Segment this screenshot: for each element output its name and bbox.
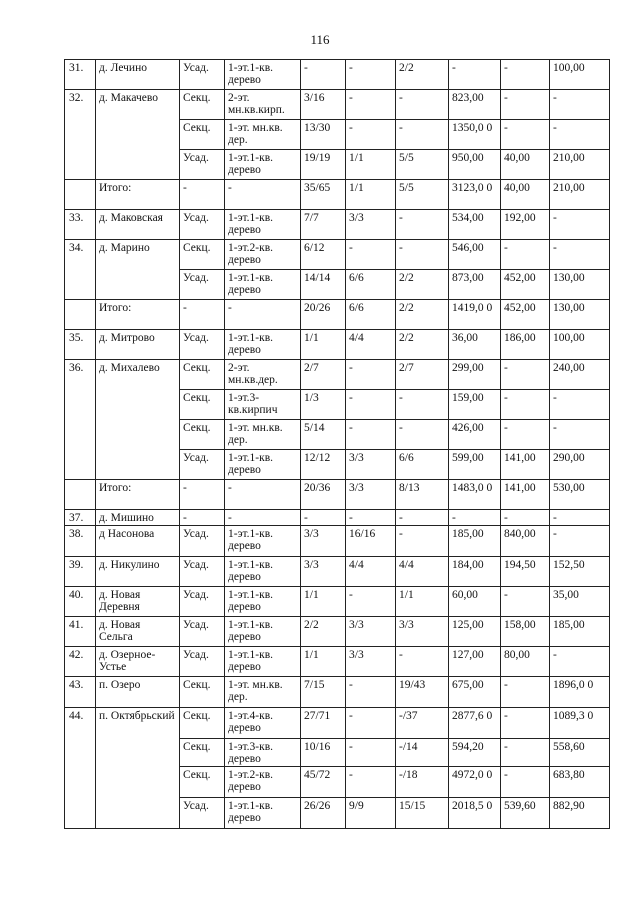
row-number-cell: 31. bbox=[65, 60, 96, 90]
area-cell: 599,00 bbox=[449, 450, 501, 480]
col-6-cell: - bbox=[346, 739, 396, 767]
col-9-cell: 840,00 bbox=[501, 526, 550, 557]
col-6-cell: 3/3 bbox=[346, 617, 396, 647]
col-9-cell: 452,00 bbox=[501, 270, 550, 300]
area-cell: 2018,5 0 bbox=[449, 798, 501, 829]
building-description-cell: 1-эт.1-кв. дерево bbox=[225, 557, 301, 587]
col-7-cell: 2/7 bbox=[396, 360, 449, 390]
building-description-cell: 1-эт.1-кв. дерево bbox=[225, 798, 301, 829]
table-row bbox=[65, 510, 610, 526]
col-10-cell: 100,00 bbox=[550, 60, 610, 90]
col-10-cell: 882,90 bbox=[550, 798, 610, 829]
col-9-cell: - bbox=[501, 390, 550, 420]
houses-apartments-cell: 1/1 bbox=[301, 330, 346, 360]
housing-type-cell: Секц. bbox=[180, 360, 225, 390]
col-6-cell: 3/3 bbox=[346, 647, 396, 677]
housing-type-cell: Секц. bbox=[180, 90, 225, 120]
settlement-name-cell: д. Марино bbox=[96, 240, 180, 300]
building-description-cell: 1-эт.1-кв. дерево bbox=[225, 210, 301, 240]
col-6-cell: 9/9 bbox=[346, 798, 396, 829]
col-9-cell: 80,00 bbox=[501, 647, 550, 677]
col-10-cell: - bbox=[550, 210, 610, 240]
settlement-name-cell: п. Озеро bbox=[96, 677, 180, 708]
col-10-cell: - bbox=[550, 90, 610, 120]
row-number-cell: 41. bbox=[65, 617, 96, 647]
col-6-cell: - bbox=[346, 120, 396, 150]
settlement-name-cell: д. Макачево bbox=[96, 90, 180, 180]
row-number-cell bbox=[65, 480, 96, 510]
col-10-cell: 210,00 bbox=[550, 150, 610, 180]
building-description-cell: 1-эт.1-кв. дерево bbox=[225, 526, 301, 557]
building-description-cell: 1-эт.1-кв. дерево bbox=[225, 587, 301, 617]
col-9-cell: - bbox=[501, 420, 550, 450]
col-7-cell: - bbox=[396, 240, 449, 270]
area-cell: 299,00 bbox=[449, 360, 501, 390]
page-number: 116 bbox=[310, 32, 330, 47]
building-description-cell: 1-эт. мн.кв. дер. bbox=[225, 120, 301, 150]
houses-apartments-cell: 13/30 bbox=[301, 120, 346, 150]
col-10-cell: 35,00 bbox=[550, 587, 610, 617]
table-body bbox=[65, 60, 610, 829]
row-number-cell bbox=[65, 300, 96, 330]
area-cell: 2877,6 0 bbox=[449, 708, 501, 739]
building-description-cell: 1-эт.4-кв. дерево bbox=[225, 708, 301, 739]
col-6-cell: - bbox=[346, 360, 396, 390]
building-description-cell: 1-эт.1-кв. дерево bbox=[225, 617, 301, 647]
row-number-cell: 42. bbox=[65, 647, 96, 677]
table-row bbox=[65, 240, 610, 270]
col-6-cell: 3/3 bbox=[346, 480, 396, 510]
col-9-cell: 40,00 bbox=[501, 150, 550, 180]
housing-type-cell: Усад. bbox=[180, 557, 225, 587]
housing-type-cell: Секц. bbox=[180, 739, 225, 767]
housing-type-cell: Усад. bbox=[180, 617, 225, 647]
housing-type-cell: Секц. bbox=[180, 390, 225, 420]
area-cell: 534,00 bbox=[449, 210, 501, 240]
building-description-cell: 1-эт.1-кв. дерево bbox=[225, 647, 301, 677]
houses-apartments-cell: 19/19 bbox=[301, 150, 346, 180]
settlement-name-cell: Итого: bbox=[96, 300, 180, 330]
col-10-cell: 100,00 bbox=[550, 330, 610, 360]
houses-apartments-cell: 6/12 bbox=[301, 240, 346, 270]
col-6-cell: - bbox=[346, 677, 396, 708]
row-number-cell: 44. bbox=[65, 708, 96, 829]
housing-type-cell: - bbox=[180, 180, 225, 210]
row-number-cell: 32. bbox=[65, 90, 96, 180]
col-9-cell: - bbox=[501, 360, 550, 390]
houses-apartments-cell: 20/26 bbox=[301, 300, 346, 330]
housing-type-cell: - bbox=[180, 510, 225, 526]
housing-type-cell: - bbox=[180, 300, 225, 330]
houses-apartments-cell: 1/1 bbox=[301, 647, 346, 677]
housing-type-cell: Секц. bbox=[180, 120, 225, 150]
houses-apartments-cell: 3/3 bbox=[301, 557, 346, 587]
houses-apartments-cell: - bbox=[301, 60, 346, 90]
col-7-cell: - bbox=[396, 510, 449, 526]
col-10-cell: - bbox=[550, 420, 610, 450]
col-7-cell: 4/4 bbox=[396, 557, 449, 587]
area-cell: 950,00 bbox=[449, 150, 501, 180]
col-10-cell: 210,00 bbox=[550, 180, 610, 210]
housing-type-cell: Усад. bbox=[180, 60, 225, 90]
housing-type-cell: Секц. bbox=[180, 708, 225, 739]
building-description-cell: 1-эт.1-кв. дерево bbox=[225, 330, 301, 360]
building-description-cell: 1-эт. мн.кв. дер. bbox=[225, 420, 301, 450]
table-row bbox=[65, 330, 610, 360]
area-cell: - bbox=[449, 60, 501, 90]
area-cell: 127,00 bbox=[449, 647, 501, 677]
col-10-cell: 530,00 bbox=[550, 480, 610, 510]
table-row bbox=[65, 647, 610, 677]
col-10-cell: - bbox=[550, 240, 610, 270]
settlement-name-cell: д. Мишино bbox=[96, 510, 180, 526]
area-cell: 1483,0 0 bbox=[449, 480, 501, 510]
area-cell: 185,00 bbox=[449, 526, 501, 557]
settlement-name-cell: Итого: bbox=[96, 180, 180, 210]
building-description-cell: 1-эт.3-кв. дерево bbox=[225, 739, 301, 767]
houses-apartments-cell: 2/2 bbox=[301, 617, 346, 647]
row-number-cell: 36. bbox=[65, 360, 96, 480]
col-7-cell: 8/13 bbox=[396, 480, 449, 510]
housing-type-cell: Усад. bbox=[180, 150, 225, 180]
col-7-cell: 3/3 bbox=[396, 617, 449, 647]
col-9-cell: 452,00 bbox=[501, 300, 550, 330]
settlement-name-cell: д. Новая Сельга bbox=[96, 617, 180, 647]
row-number-cell: 37. bbox=[65, 510, 96, 526]
houses-apartments-cell: 20/36 bbox=[301, 480, 346, 510]
col-7-cell: 19/43 bbox=[396, 677, 449, 708]
settlement-name-cell: д. Митрово bbox=[96, 330, 180, 360]
col-7-cell: - bbox=[396, 120, 449, 150]
houses-apartments-cell: 2/7 bbox=[301, 360, 346, 390]
settlement-name-cell: д. Новая Деревня bbox=[96, 587, 180, 617]
building-description-cell: 1-эт.2-кв. дерево bbox=[225, 240, 301, 270]
building-description-cell: 1-эт.1-кв. дерево bbox=[225, 150, 301, 180]
col-7-cell: - bbox=[396, 390, 449, 420]
building-description-cell: 1-эт.1-кв. дерево bbox=[225, 270, 301, 300]
col-10-cell: 1896,0 0 bbox=[550, 677, 610, 708]
area-cell: 1350,0 0 bbox=[449, 120, 501, 150]
area-cell: 4972,0 0 bbox=[449, 767, 501, 798]
houses-apartments-cell: 1/1 bbox=[301, 587, 346, 617]
col-6-cell: 4/4 bbox=[346, 557, 396, 587]
housing-type-cell: Секц. bbox=[180, 240, 225, 270]
building-description-cell: - bbox=[225, 480, 301, 510]
col-9-cell: 141,00 bbox=[501, 450, 550, 480]
area-cell: 873,00 bbox=[449, 270, 501, 300]
table-row bbox=[65, 60, 610, 90]
col-10-cell: 185,00 bbox=[550, 617, 610, 647]
col-10-cell: - bbox=[550, 390, 610, 420]
settlement-name-cell: д. Лечино bbox=[96, 60, 180, 90]
table-row bbox=[65, 480, 610, 510]
col-7-cell: - bbox=[396, 210, 449, 240]
table-row bbox=[65, 677, 610, 708]
col-7-cell: - bbox=[396, 420, 449, 450]
row-number-cell: 34. bbox=[65, 240, 96, 300]
col-6-cell: - bbox=[346, 240, 396, 270]
table-row bbox=[65, 180, 610, 210]
houses-apartments-cell: 3/3 bbox=[301, 526, 346, 557]
col-7-cell: - bbox=[396, 90, 449, 120]
col-9-cell: - bbox=[501, 739, 550, 767]
houses-apartments-cell: 35/65 bbox=[301, 180, 346, 210]
col-7-cell: 15/15 bbox=[396, 798, 449, 829]
col-10-cell: 152,50 bbox=[550, 557, 610, 587]
row-number-cell: 40. bbox=[65, 587, 96, 617]
housing-type-cell: Усад. bbox=[180, 587, 225, 617]
col-7-cell: -/14 bbox=[396, 739, 449, 767]
area-cell: 675,00 bbox=[449, 677, 501, 708]
row-number-cell: 43. bbox=[65, 677, 96, 708]
area-cell: 125,00 bbox=[449, 617, 501, 647]
houses-apartments-cell: 45/72 bbox=[301, 767, 346, 798]
area-cell: 60,00 bbox=[449, 587, 501, 617]
houses-apartments-cell: 14/14 bbox=[301, 270, 346, 300]
settlement-name-cell: д. Маковская bbox=[96, 210, 180, 240]
col-7-cell: -/37 bbox=[396, 708, 449, 739]
col-6-cell: - bbox=[346, 420, 396, 450]
building-description-cell: - bbox=[225, 510, 301, 526]
col-6-cell: 1/1 bbox=[346, 180, 396, 210]
col-7-cell: 5/5 bbox=[396, 150, 449, 180]
col-10-cell: 290,00 bbox=[550, 450, 610, 480]
houses-apartments-cell: 5/14 bbox=[301, 420, 346, 450]
col-9-cell: - bbox=[501, 120, 550, 150]
row-number-cell: 33. bbox=[65, 210, 96, 240]
col-9-cell: 186,00 bbox=[501, 330, 550, 360]
building-description-cell: 1-эт. мн.кв. дер. bbox=[225, 677, 301, 708]
col-6-cell: 6/6 bbox=[346, 300, 396, 330]
table-row bbox=[65, 526, 610, 557]
housing-type-cell: - bbox=[180, 480, 225, 510]
table-row bbox=[65, 210, 610, 240]
col-10-cell: - bbox=[550, 120, 610, 150]
col-7-cell: 2/2 bbox=[396, 330, 449, 360]
housing-table bbox=[64, 59, 610, 829]
row-number-cell: 38. bbox=[65, 526, 96, 557]
settlement-name-cell: д Насонова bbox=[96, 526, 180, 557]
col-6-cell: 1/1 bbox=[346, 150, 396, 180]
housing-type-cell: Секц. bbox=[180, 677, 225, 708]
table-row bbox=[65, 557, 610, 587]
col-7-cell: 2/2 bbox=[396, 270, 449, 300]
col-9-cell: - bbox=[501, 767, 550, 798]
col-7-cell: 5/5 bbox=[396, 180, 449, 210]
col-6-cell: 6/6 bbox=[346, 270, 396, 300]
building-description-cell: 2-эт. мн.кв.кирп. bbox=[225, 90, 301, 120]
housing-type-cell: Усад. bbox=[180, 647, 225, 677]
col-10-cell: - bbox=[550, 647, 610, 677]
table-row bbox=[65, 360, 610, 390]
col-9-cell: 194,50 bbox=[501, 557, 550, 587]
col-7-cell: 6/6 bbox=[396, 450, 449, 480]
col-10-cell: 130,00 bbox=[550, 300, 610, 330]
col-9-cell: - bbox=[501, 677, 550, 708]
area-cell: 426,00 bbox=[449, 420, 501, 450]
col-7-cell: 1/1 bbox=[396, 587, 449, 617]
houses-apartments-cell: 27/71 bbox=[301, 708, 346, 739]
row-number-cell: 39. bbox=[65, 557, 96, 587]
col-7-cell: - bbox=[396, 526, 449, 557]
housing-type-cell: Усад. bbox=[180, 450, 225, 480]
building-description-cell: 1-эт.2-кв. дерево bbox=[225, 767, 301, 798]
col-6-cell: - bbox=[346, 390, 396, 420]
area-cell: 184,00 bbox=[449, 557, 501, 587]
area-cell: 36,00 bbox=[449, 330, 501, 360]
col-9-cell: - bbox=[501, 708, 550, 739]
houses-apartments-cell: 1/3 bbox=[301, 390, 346, 420]
col-10-cell: 558,60 bbox=[550, 739, 610, 767]
col-10-cell: 240,00 bbox=[550, 360, 610, 390]
building-description-cell: 2-эт. мн.кв.дер. bbox=[225, 360, 301, 390]
table-row bbox=[65, 587, 610, 617]
col-6-cell: - bbox=[346, 90, 396, 120]
building-description-cell: 1-эт.1-кв. дерево bbox=[225, 450, 301, 480]
building-description-cell: - bbox=[225, 180, 301, 210]
col-6-cell: - bbox=[346, 60, 396, 90]
area-cell: 1419,0 0 bbox=[449, 300, 501, 330]
houses-apartments-cell: 3/16 bbox=[301, 90, 346, 120]
row-number-cell: 35. bbox=[65, 330, 96, 360]
col-6-cell: 3/3 bbox=[346, 210, 396, 240]
building-description-cell: 1-эт.3-кв.кирпич bbox=[225, 390, 301, 420]
col-7-cell: - bbox=[396, 647, 449, 677]
col-10-cell: 683,80 bbox=[550, 767, 610, 798]
col-7-cell: 2/2 bbox=[396, 60, 449, 90]
settlement-name-cell: д. Никулино bbox=[96, 557, 180, 587]
houses-apartments-cell: 26/26 bbox=[301, 798, 346, 829]
table-row bbox=[65, 300, 610, 330]
area-cell: 594,20 bbox=[449, 739, 501, 767]
building-description-cell: 1-эт.1-кв. дерево bbox=[225, 60, 301, 90]
col-10-cell: - bbox=[550, 510, 610, 526]
col-9-cell: 40,00 bbox=[501, 180, 550, 210]
housing-type-cell: Секц. bbox=[180, 767, 225, 798]
col-9-cell: 141,00 bbox=[501, 480, 550, 510]
col-6-cell: - bbox=[346, 510, 396, 526]
houses-apartments-cell: 12/12 bbox=[301, 450, 346, 480]
col-6-cell: - bbox=[346, 767, 396, 798]
houses-apartments-cell: 7/7 bbox=[301, 210, 346, 240]
housing-type-cell: Усад. bbox=[180, 526, 225, 557]
settlement-name-cell: д. Озерное-Устье bbox=[96, 647, 180, 677]
table-row bbox=[65, 90, 610, 120]
col-10-cell: 1089,3 0 bbox=[550, 708, 610, 739]
col-9-cell: 539,60 bbox=[501, 798, 550, 829]
houses-apartments-cell: 10/16 bbox=[301, 739, 346, 767]
houses-apartments-cell: 7/15 bbox=[301, 677, 346, 708]
col-6-cell: 16/16 bbox=[346, 526, 396, 557]
area-cell: 546,00 bbox=[449, 240, 501, 270]
col-9-cell: - bbox=[501, 90, 550, 120]
col-6-cell: 3/3 bbox=[346, 450, 396, 480]
col-6-cell: - bbox=[346, 708, 396, 739]
housing-type-cell: Усад. bbox=[180, 798, 225, 829]
settlement-name-cell: п. Октябрьский bbox=[96, 708, 180, 829]
area-cell: - bbox=[449, 510, 501, 526]
area-cell: 823,00 bbox=[449, 90, 501, 120]
col-7-cell: -/18 bbox=[396, 767, 449, 798]
col-9-cell: - bbox=[501, 240, 550, 270]
houses-apartments-cell: - bbox=[301, 510, 346, 526]
col-6-cell: - bbox=[346, 587, 396, 617]
housing-type-cell: Усад. bbox=[180, 270, 225, 300]
settlement-name-cell: д. Михалево bbox=[96, 360, 180, 480]
col-9-cell: - bbox=[501, 510, 550, 526]
area-cell: 159,00 bbox=[449, 390, 501, 420]
table-row bbox=[65, 708, 610, 739]
col-9-cell: 158,00 bbox=[501, 617, 550, 647]
housing-type-cell: Секц. bbox=[180, 420, 225, 450]
housing-type-cell: Усад. bbox=[180, 330, 225, 360]
col-7-cell: 2/2 bbox=[396, 300, 449, 330]
building-description-cell: - bbox=[225, 300, 301, 330]
col-9-cell: 192,00 bbox=[501, 210, 550, 240]
row-number-cell bbox=[65, 180, 96, 210]
col-10-cell: - bbox=[550, 526, 610, 557]
col-9-cell: - bbox=[501, 60, 550, 90]
table-row bbox=[65, 617, 610, 647]
col-10-cell: 130,00 bbox=[550, 270, 610, 300]
area-cell: 3123,0 0 bbox=[449, 180, 501, 210]
col-9-cell: - bbox=[501, 587, 550, 617]
col-6-cell: 4/4 bbox=[346, 330, 396, 360]
housing-type-cell: Усад. bbox=[180, 210, 225, 240]
settlement-name-cell: Итого: bbox=[96, 480, 180, 510]
